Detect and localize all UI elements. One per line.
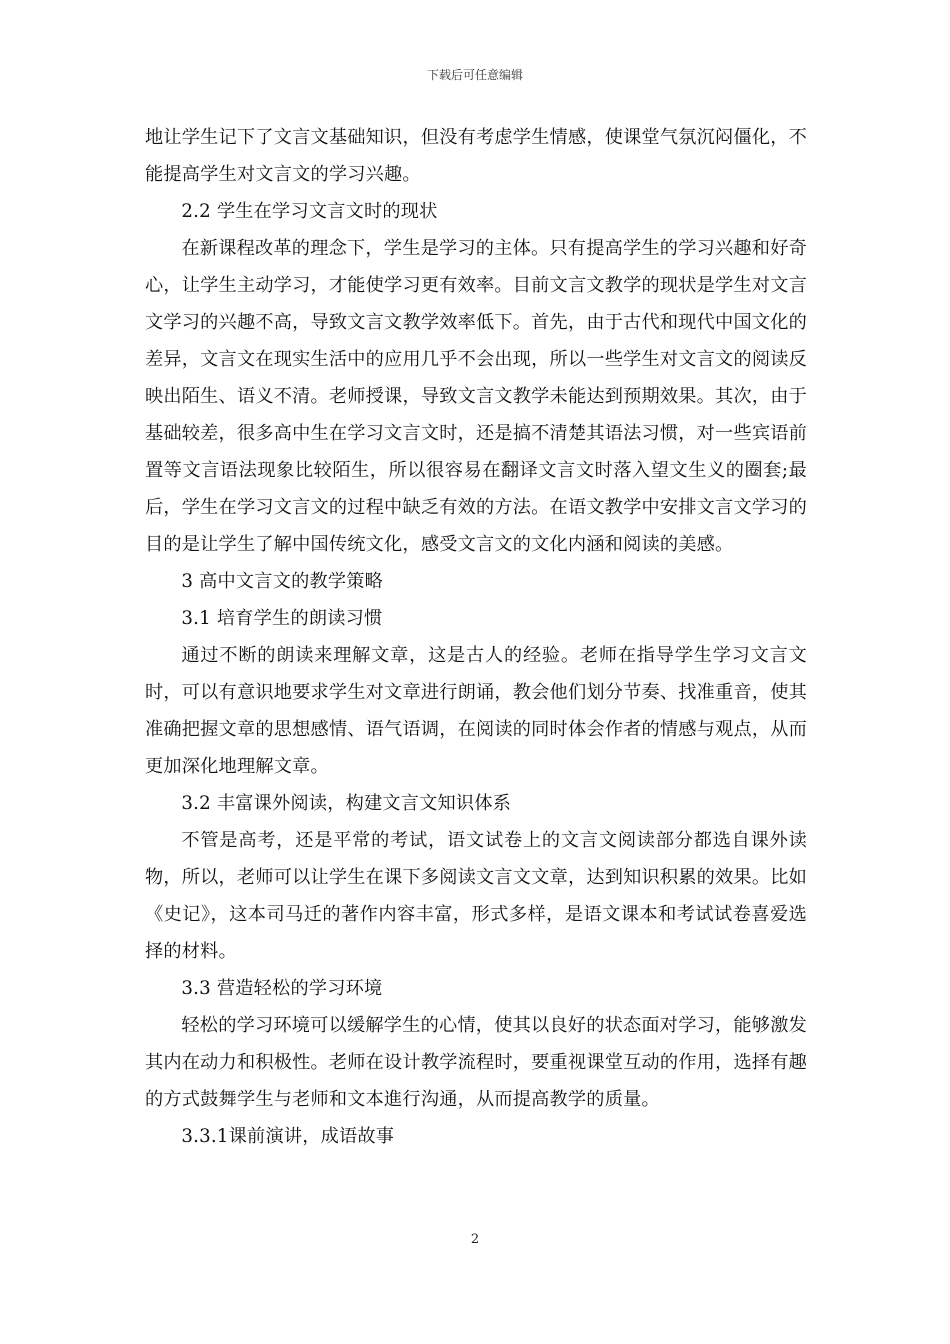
paragraph-3-1: 通过不断的朗读来理解文章，这是古人的经验。老师在指导学生学习文言文时，可以有意识地要求学生对文章进行朗诵，教会他们划分节奏、找准重音，使其准确把握文章的思想感情、语气语调，在阅读的同时体会作者的情感与观点，从而更加深化地理解文章。 [145,645,807,777]
page-number: 2 [470,1232,480,1247]
paragraph-3-3: 轻松的学习环境可以缓解学生的心情，使其以良好的状态面对学习，能够激发其内在动力和积极性。老师在设计教学流程时，要重视课堂互动的作用，选择有趣的方式鼓舞学生与老师和文本進行沟通，从而提高教学的质量。 [145,1015,807,1110]
paragraph-3-2: 不管是高考，还是平常的考试，语文试卷上的文言文阅读部分都选自课外读物，所以，老师可以让学生在课下多阅读文言文文章，达到知识积累的效果。比如《史记》，这本司马迁的著作内容丰富，形式多样，是语文课本和考试试卷喜爱选择的材料。 [145,830,807,962]
section-heading-3-2: 3.2 丰富课外阅读，构建文言文知识体系 [181,793,512,814]
section-heading-3-1: 3.1 培育学生的朗读习惯 [181,608,383,629]
page-header: 下载后可任意编辑 [426,68,523,82]
continuation-paragraph: 地让学生记下了文言文基础知识，但没有考虑学生情感，使课堂气氛沉闷僵化，不能提高学生对文言文的学习兴趣。 [145,127,807,185]
section-heading-2-2: 2.2 学生在学习文言文时的现状 [181,201,438,222]
document-body [145,119,807,1155]
section-heading-3-3: 3.3 营造轻松的学习环境 [181,978,383,999]
section-heading-3: 3 高中文言文的教学策略 [181,571,384,592]
section-heading-3-3-1: 3.3.1课前演讲，成语故事 [181,1126,395,1147]
paragraph-2-2: 在新课程改革的理念下，学生是学习的主体。只有提高学生的学习兴趣和好奇心，让学生主动学习，才能使学习更有效率。目前文言文教学的现状是学生对文言文学习的兴趣不高，导致文言文教学效率低下。首先，由于古代和现代中国文化的差异，文言文在现实生活中的应用几乎不会出现，所以一些学生对文言文的阅读反映出陌生、语义不清。老师授课，导致文言文教学未能达到预期效果。其次，由于基础较差，很多高中生在学习文言文时，还是搞不清楚其语法习惯，对一些宾语前置等文言语法现象比较陌生，所以很容易在翻译文言文时落入望文生义的圈套;最后，学生在学习文言文的过程中缺乏有效的方法。在语文教学中安排文言文学习的目的是让学生了解中国传统文化，感受文言文的文化内涵和阅读的美感。 [145,238,807,555]
